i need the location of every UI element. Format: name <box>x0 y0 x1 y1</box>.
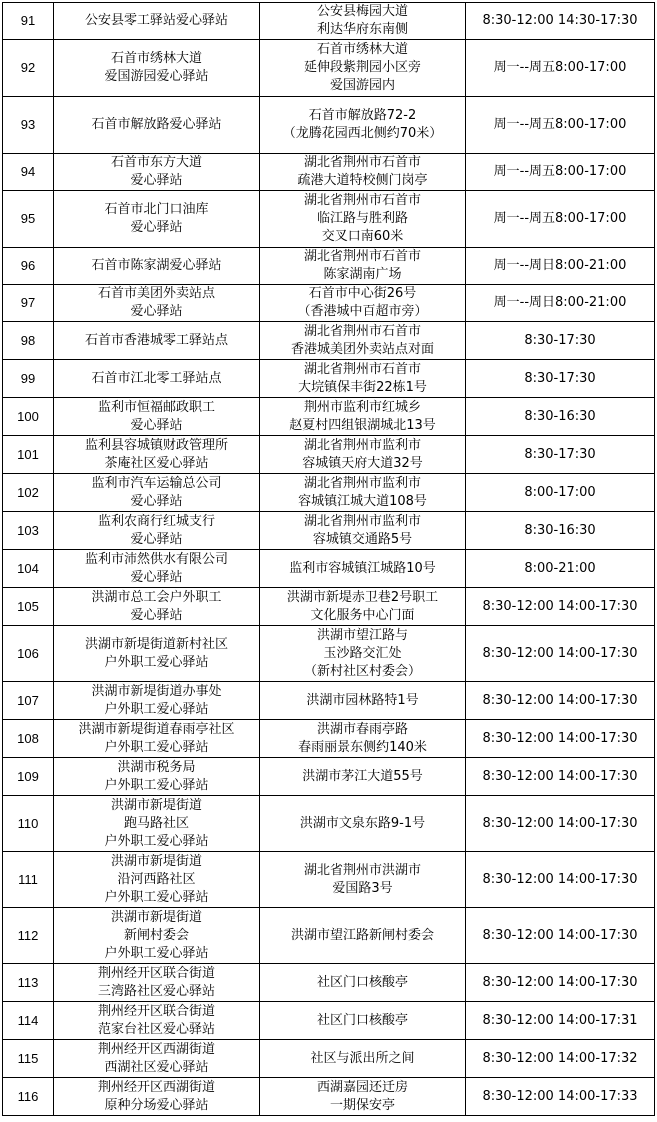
station-address-line: 湖北省荆州市监利市 <box>303 475 421 491</box>
station-address <box>260 398 466 436</box>
row-number: 104 <box>3 550 54 588</box>
opening-hours: 8:30-17:30 <box>466 360 655 398</box>
station-address-line: 石首市绣林大道 <box>316 42 408 57</box>
station-name-line: 户外职工爱心驿站 <box>104 833 209 849</box>
station-address-line: （新村社区村委会） <box>303 663 421 679</box>
station-name <box>54 436 260 474</box>
station-address-line: 洪湖市望江路与 <box>316 627 408 643</box>
table-row <box>3 436 655 474</box>
row-number: 102 <box>3 474 54 512</box>
station-address-line: 湖北省荆州市洪湖市 <box>303 862 421 878</box>
station-name-line: 石首市解放路爱心驿站 <box>91 117 222 132</box>
station-address <box>260 154 466 191</box>
station-address-line: 赵夏村四组银湖城北13号 <box>289 417 436 433</box>
row-number: 97 <box>3 285 54 322</box>
station-address-line: （龙腾花园西北侧约70米） <box>282 126 443 141</box>
station-address-line: （香港城中百超市旁） <box>297 304 428 319</box>
station-address <box>260 588 466 626</box>
table-row <box>3 1040 655 1078</box>
station-name-line: 洪湖市新堤街道 <box>110 909 202 925</box>
station-address-line: 西湖嘉园还迁房 <box>316 1079 408 1095</box>
table-row <box>3 682 655 720</box>
station-name-line: 荆州经开区联合街道 <box>97 965 215 981</box>
station-address-line: 爱国路3号 <box>332 880 393 896</box>
row-number: 96 <box>3 248 54 285</box>
table-row <box>3 796 655 852</box>
station-name <box>54 97 260 154</box>
station-name <box>54 550 260 588</box>
row-number: 116 <box>3 1078 54 1116</box>
station-name-line: 茶庵社区爱心驿站 <box>104 455 209 471</box>
station-address-line: 社区门口核酸亭 <box>316 1012 408 1028</box>
table-row <box>3 97 655 154</box>
station-address-line: 洪湖市望江路新闸村委会 <box>290 927 434 943</box>
station-name <box>54 964 260 1002</box>
station-name-line: 爱心驿站 <box>130 173 183 188</box>
station-name <box>54 682 260 720</box>
station-name-line: 户外职工爱心驿站 <box>104 777 209 793</box>
station-address <box>260 3 466 40</box>
row-number: 101 <box>3 436 54 474</box>
station-address-line: 大垸镇保丰街22栋1号 <box>298 379 427 395</box>
station-name <box>54 1002 260 1040</box>
station-name <box>54 796 260 852</box>
station-address <box>260 1002 466 1040</box>
table-row <box>3 550 655 588</box>
station-name-line: 爱国游园爱心驿站 <box>104 69 209 84</box>
table-row <box>3 964 655 1002</box>
row-number: 99 <box>3 360 54 398</box>
station-address <box>260 550 466 588</box>
table-row <box>3 588 655 626</box>
row-number: 105 <box>3 588 54 626</box>
station-address <box>260 964 466 1002</box>
station-address-line: 湖北省荆州市石首市 <box>303 361 421 377</box>
station-name-line: 监利市汽车运输总公司 <box>91 475 222 491</box>
station-address-line: 湖北省荆州市石首市 <box>303 323 421 339</box>
table-row <box>3 360 655 398</box>
station-name-line: 监利县容城镇财政管理所 <box>84 437 228 453</box>
station-address <box>260 512 466 550</box>
table-row <box>3 248 655 285</box>
station-address <box>260 758 466 796</box>
station-name-line: 石首市北门口油库 <box>104 202 209 217</box>
station-address-line: 洪湖市文泉东路9-1号 <box>299 815 426 831</box>
station-name-line: 石首市香港城零工驿站点 <box>84 332 228 348</box>
station-address-line: 湖北省荆州市监利市 <box>303 437 421 453</box>
station-address-line: 疏港大道特校侧门岗亭 <box>297 173 428 188</box>
station-name <box>54 1040 260 1078</box>
station-address <box>260 1078 466 1116</box>
row-number: 108 <box>3 720 54 758</box>
opening-hours: 8:00-17:00 <box>466 474 655 512</box>
table-row <box>3 1078 655 1116</box>
station-name <box>54 3 260 40</box>
table-row <box>3 626 655 682</box>
station-name <box>54 588 260 626</box>
station-address <box>260 474 466 512</box>
station-address-line: 社区与派出所之间 <box>310 1050 415 1066</box>
table-row <box>3 398 655 436</box>
station-address-line: 容城镇江城大道108号 <box>298 493 427 509</box>
table-row <box>3 512 655 550</box>
opening-hours: 8:30-12:00 14:00-17:30 <box>466 964 655 1002</box>
station-name <box>54 191 260 248</box>
station-name <box>54 908 260 964</box>
opening-hours: 周一--周日8:00-21:00 <box>466 248 655 285</box>
station-address-line: 公安县梅园大道 <box>316 4 408 19</box>
station-name <box>54 398 260 436</box>
station-address-line: 容城镇天府大道32号 <box>302 455 423 471</box>
row-number: 103 <box>3 512 54 550</box>
opening-hours: 8:30-12:00 14:00-17:30 <box>466 796 655 852</box>
station-address <box>260 191 466 248</box>
station-name-line: 跑马路社区 <box>123 815 189 831</box>
opening-hours: 周一--周日8:00-21:00 <box>466 285 655 322</box>
station-address <box>260 436 466 474</box>
station-address-line: 洪湖市春雨亭路 <box>316 721 408 737</box>
station-name <box>54 40 260 97</box>
station-name-line: 西湖社区爱心驿站 <box>104 1059 209 1075</box>
row-number: 106 <box>3 626 54 682</box>
table-row <box>3 191 655 248</box>
opening-hours: 8:30-12:00 14:00-17:30 <box>466 682 655 720</box>
station-address-line: 石首市中心街26号 <box>308 286 417 301</box>
station-name <box>54 248 260 285</box>
station-table <box>2 2 655 1116</box>
station-address-line: 湖北省荆州市石首市 <box>303 249 421 264</box>
station-address-line: 洪湖市茅江大道55号 <box>302 768 423 784</box>
station-address-line: 一期保安亭 <box>329 1097 395 1113</box>
station-table-body <box>3 3 655 1116</box>
station-name-line: 石首市美团外卖站点 <box>97 286 215 301</box>
station-name-line: 荆州经开区联合街道 <box>97 1003 215 1019</box>
station-name-line: 新闸村委会 <box>123 927 189 943</box>
station-name-line: 三湾路社区爱心驿站 <box>97 983 215 999</box>
table-row <box>3 1002 655 1040</box>
opening-hours: 8:30-12:00 14:30-17:30 <box>466 3 655 40</box>
row-number: 100 <box>3 398 54 436</box>
station-address <box>260 626 466 682</box>
station-name-line: 洪湖市新堤街道春雨亭社区 <box>78 721 235 737</box>
station-address-line: 湖北省荆州市石首市 <box>303 155 421 170</box>
station-name-line: 爱心驿站 <box>130 493 183 509</box>
station-address-line: 延伸段紫荆园小区旁 <box>303 60 421 75</box>
opening-hours: 周一--周五8:00-17:00 <box>466 191 655 248</box>
station-name-line: 原种分场爱心驿站 <box>104 1097 209 1113</box>
opening-hours: 8:30-12:00 14:00-17:30 <box>466 720 655 758</box>
row-number: 111 <box>3 852 54 908</box>
station-address <box>260 720 466 758</box>
station-name-line: 公安县零工驿站爱心驿站 <box>84 13 228 28</box>
station-name <box>54 360 260 398</box>
station-name-line: 石首市东方大道 <box>110 155 202 170</box>
station-address <box>260 682 466 720</box>
station-address-line: 交叉口南60米 <box>321 229 404 244</box>
station-address <box>260 97 466 154</box>
station-address-line: 洪湖市新堤赤卫巷2号职工 <box>286 589 439 605</box>
station-name <box>54 154 260 191</box>
row-number: 91 <box>3 3 54 40</box>
opening-hours: 8:30-12:00 14:00-17:31 <box>466 1002 655 1040</box>
station-name <box>54 626 260 682</box>
station-name-line: 户外职工爱心驿站 <box>104 945 209 961</box>
station-address-line: 监利市容城镇江城路10号 <box>289 560 436 576</box>
opening-hours: 周一--周五8:00-17:00 <box>466 154 655 191</box>
station-name-line: 爱心驿站 <box>130 304 183 319</box>
row-number: 98 <box>3 322 54 360</box>
station-name-line: 爱心驿站 <box>130 569 183 585</box>
station-address-line: 湖北省荆州市石首市 <box>303 193 421 208</box>
station-address-line: 陈家湖南广场 <box>323 267 402 282</box>
station-address <box>260 1040 466 1078</box>
station-name <box>54 758 260 796</box>
opening-hours: 8:30-16:30 <box>466 512 655 550</box>
station-address-line: 利达华府东南侧 <box>316 22 408 37</box>
station-name <box>54 1078 260 1116</box>
station-address <box>260 796 466 852</box>
station-name-line: 户外职工爱心驿站 <box>104 654 209 670</box>
station-name-line: 监利农商行红城支行 <box>97 513 215 529</box>
opening-hours: 周一--周五8:00-17:00 <box>466 40 655 97</box>
station-name <box>54 720 260 758</box>
opening-hours: 8:30-12:00 14:00-17:33 <box>466 1078 655 1116</box>
station-name-line: 洪湖市新堤街道办事处 <box>91 683 222 699</box>
row-number: 94 <box>3 154 54 191</box>
row-number: 92 <box>3 40 54 97</box>
station-address <box>260 285 466 322</box>
opening-hours: 8:30-17:30 <box>466 436 655 474</box>
table-row <box>3 154 655 191</box>
station-name-line: 洪湖市新堤街道 <box>110 797 202 813</box>
station-name <box>54 512 260 550</box>
table-row <box>3 720 655 758</box>
station-name <box>54 285 260 322</box>
station-address <box>260 322 466 360</box>
station-name-line: 爱心驿站 <box>130 220 183 235</box>
station-address-line: 香港城美团外卖站点对面 <box>290 341 434 357</box>
station-name-line: 荆州经开区西湖街道 <box>97 1041 215 1057</box>
row-number: 113 <box>3 964 54 1002</box>
station-name-line: 荆州经开区西湖街道 <box>97 1079 215 1095</box>
opening-hours: 8:30-12:00 14:00-17:30 <box>466 758 655 796</box>
station-address <box>260 248 466 285</box>
row-number: 112 <box>3 908 54 964</box>
station-address-line: 春雨丽景东侧约140米 <box>298 739 427 755</box>
table-row <box>3 285 655 322</box>
station-name-line: 石首市绣林大道 <box>110 51 202 66</box>
station-address-line: 洪湖市园林路特1号 <box>306 692 419 708</box>
station-address-line: 荆州市监利市红城乡 <box>303 399 421 415</box>
opening-hours: 8:30-12:00 14:00-17:32 <box>466 1040 655 1078</box>
row-number: 109 <box>3 758 54 796</box>
station-address-line: 爱国游园内 <box>329 78 395 93</box>
station-name-line: 爱心驿站 <box>130 417 183 433</box>
opening-hours: 8:30-12:00 14:00-17:30 <box>466 908 655 964</box>
station-name-line: 范家台社区爱心驿站 <box>97 1021 215 1037</box>
station-address-line: 文化服务中心门面 <box>310 607 415 623</box>
row-number: 115 <box>3 1040 54 1078</box>
opening-hours: 周一--周五8:00-17:00 <box>466 97 655 154</box>
table-row <box>3 474 655 512</box>
station-name-line: 洪湖市税务局 <box>117 759 196 775</box>
station-address <box>260 852 466 908</box>
opening-hours: 8:30-12:00 14:00-17:30 <box>466 626 655 682</box>
station-name <box>54 322 260 360</box>
station-address-line: 石首市解放路72-2 <box>308 108 417 123</box>
station-address-line: 湖北省荆州市监利市 <box>303 513 421 529</box>
station-address-line: 社区门口核酸亭 <box>316 974 408 990</box>
row-number: 110 <box>3 796 54 852</box>
table-row <box>3 322 655 360</box>
row-number: 95 <box>3 191 54 248</box>
station-name-line: 洪湖市总工会户外职工 <box>91 589 222 605</box>
station-name <box>54 852 260 908</box>
row-number: 107 <box>3 682 54 720</box>
opening-hours: 8:30-12:00 14:00-17:30 <box>466 852 655 908</box>
station-name-line: 爱心驿站 <box>130 607 183 623</box>
station-name <box>54 474 260 512</box>
table-row <box>3 758 655 796</box>
station-name-line: 户外职工爱心驿站 <box>104 889 209 905</box>
table-row <box>3 908 655 964</box>
station-name-line: 洪湖市新堤街道新村社区 <box>84 636 228 652</box>
station-address-line: 玉沙路交汇处 <box>323 645 402 661</box>
table-row <box>3 40 655 97</box>
station-name-line: 监利市恒福邮政职工 <box>97 399 215 415</box>
table-row <box>3 852 655 908</box>
station-name-line: 户外职工爱心驿站 <box>104 701 209 717</box>
station-name-line: 洪湖市新堤街道 <box>110 853 202 869</box>
station-name-line: 监利市沛然供水有限公司 <box>84 551 228 567</box>
opening-hours: 8:30-17:30 <box>466 322 655 360</box>
row-number: 114 <box>3 1002 54 1040</box>
station-address-line: 容城镇交通路5号 <box>312 531 413 547</box>
opening-hours: 8:30-12:00 14:00-17:30 <box>466 588 655 626</box>
station-name-line: 石首市陈家湖爱心驿站 <box>91 258 222 273</box>
station-name-line: 沿河西路社区 <box>117 871 196 887</box>
row-number: 93 <box>3 97 54 154</box>
station-name-line: 爱心驿站 <box>130 531 183 547</box>
station-address <box>260 908 466 964</box>
station-address-line: 临江路与胜利路 <box>316 211 408 226</box>
opening-hours: 8:00-21:00 <box>466 550 655 588</box>
station-address <box>260 40 466 97</box>
opening-hours: 8:30-16:30 <box>466 398 655 436</box>
station-name-line: 户外职工爱心驿站 <box>104 739 209 755</box>
station-address <box>260 360 466 398</box>
station-name-line: 石首市江北零工驿站点 <box>91 370 222 386</box>
table-row <box>3 3 655 40</box>
